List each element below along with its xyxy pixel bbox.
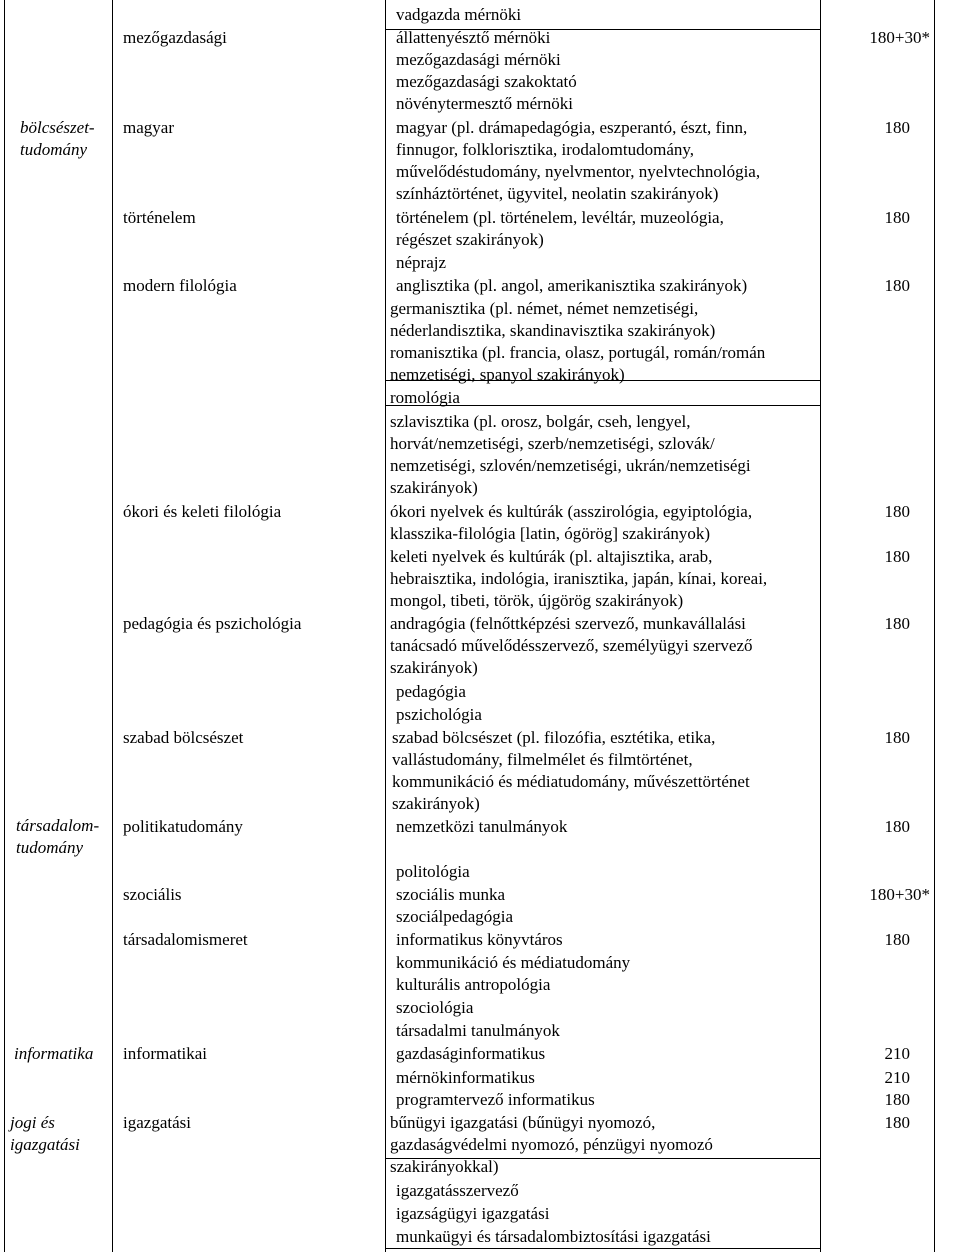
program-cell: kulturális antropológia bbox=[396, 975, 551, 994]
credit-cell: 180 bbox=[884, 276, 910, 295]
program-cell: germanisztika (pl. német, német nemzetiségi, néderlandisztika, skandinavisztika szakirányok) bbox=[390, 299, 716, 340]
program-cell: néprajz bbox=[396, 253, 447, 272]
program-cell: bűnügyi igazgatási (bűnügyi nyomozó, gazdaságvédelmi nyomozó, pénzügyi nyomozó szakirányokkal) bbox=[390, 1113, 713, 1176]
program-cell: szociális munka bbox=[396, 885, 506, 904]
branch-cell: informatikai bbox=[123, 1044, 208, 1063]
branch-cell: szociális bbox=[123, 885, 182, 904]
branch-cell: ókori és keleti filológia bbox=[123, 502, 282, 521]
credit-cell: 210 bbox=[884, 1068, 910, 1087]
column-divider-credit bbox=[820, 0, 821, 1252]
program-cell: romanisztika (pl. francia, olasz, portugál, román/román nemzetiségi, spanyol szakirányok) bbox=[390, 343, 766, 384]
program-cell: politológia bbox=[396, 862, 470, 881]
branch-cell: politikatudomány bbox=[123, 817, 243, 836]
program-cell: állattenyésztő mérnöki bbox=[396, 28, 551, 47]
table-border-left bbox=[4, 0, 5, 1252]
credit-cell: 180 bbox=[884, 930, 910, 949]
branch-cell: szabad bölcsészet bbox=[123, 728, 244, 747]
program-cell: programtervező informatikus bbox=[396, 1090, 595, 1109]
branch-cell: társadalomismeret bbox=[123, 930, 248, 949]
branch-cell: történelem bbox=[123, 208, 196, 227]
credit-cell: 180 bbox=[884, 1113, 910, 1132]
credit-cell: 180+30* bbox=[869, 28, 930, 47]
credit-cell: 180 bbox=[884, 118, 910, 137]
credit-cell: 210 bbox=[884, 1044, 910, 1063]
program-cell: szociálpedagógia bbox=[396, 907, 514, 926]
program-cell: keleti nyelvek és kultúrák (pl. altajisztika, arab, hebraisztika, indológia, iranisztika, japán, kínai, koreai, mongol, tibeti, török, újgörög szakirányok) bbox=[390, 547, 768, 610]
credit-cell: 180 bbox=[884, 728, 910, 747]
program-cell: mezőgazdasági szakoktató bbox=[396, 72, 577, 91]
branch-cell: mezőgazdasági bbox=[123, 28, 227, 47]
program-cell: történelem (pl. történelem, levéltár, muzeológia, régészet szakirányok) bbox=[396, 208, 724, 249]
area-cell: bölcsészet- tudomány bbox=[20, 118, 95, 159]
program-cell: szabad bölcsészet (pl. filozófia, esztétika, etika, vallástudomány, filmelmélet és filmtörténet, kommunikáció és médiatudomány, művészettörténet szakirányok) bbox=[392, 728, 750, 813]
program-cell: növénytermesztő mérnöki bbox=[396, 94, 574, 113]
credit-cell: 180 bbox=[884, 1090, 910, 1109]
program-cell: anglisztika (pl. angol, amerikanisztika szakirányok) bbox=[396, 276, 748, 295]
program-cell: gazdaságinformatikus bbox=[396, 1044, 546, 1063]
branch-cell: igazgatási bbox=[123, 1113, 191, 1132]
credit-cell: 180 bbox=[884, 502, 910, 521]
program-cell: nemzetközi tanulmányok bbox=[396, 817, 568, 836]
credit-cell: 180 bbox=[884, 614, 910, 633]
program-cell: igazgatásszervező bbox=[396, 1181, 519, 1200]
program-cell: ókori nyelvek és kultúrák (asszirológia, egyiptológia, klasszika-filológia [latin, ógörög] szakirányok) bbox=[390, 502, 753, 543]
column-divider-program bbox=[385, 0, 386, 1252]
branch-cell: magyar bbox=[123, 118, 174, 137]
program-cell: igazságügyi igazgatási bbox=[396, 1204, 550, 1223]
credit-cell: 180+30* bbox=[869, 885, 930, 904]
branch-cell: pedagógia és pszichológia bbox=[123, 614, 302, 633]
program-cell: pedagógia bbox=[396, 682, 466, 701]
area-cell: informatika bbox=[14, 1044, 94, 1063]
program-cell: romológia bbox=[390, 388, 460, 407]
table-border-bottom bbox=[385, 1248, 820, 1249]
credit-cell: 180 bbox=[884, 817, 910, 836]
program-cell: társadalmi tanulmányok bbox=[396, 1021, 560, 1040]
program-cell: informatikus könyvtáros bbox=[396, 930, 563, 949]
area-cell: jogi és igazgatási bbox=[10, 1113, 80, 1154]
credit-cell: 180 bbox=[884, 547, 910, 566]
program-cell: szlavisztika (pl. orosz, bolgár, cseh, lengyel, horvát/nemzetiségi, szerb/nemzetiségi, szlovák/ nemzetiségi, szlovén/nemzetiségi, ukrán/nemzetiségi szakirányok) bbox=[390, 412, 751, 497]
program-cell: vadgazda mérnöki bbox=[396, 5, 522, 24]
area-cell: társadalom- tudomány bbox=[16, 816, 100, 857]
program-cell: magyar (pl. drámapedagógia, eszperantó, észt, finn, finnugor, folklorisztika, irodalomtudomány, művelődéstudomány, nyelvmentor, nyelvtechnológia, színháztörténet, ügyvitel, neolatin szakirányok) bbox=[396, 118, 761, 203]
program-cell: mérnökinformatikus bbox=[396, 1068, 535, 1087]
branch-cell: modern filológia bbox=[123, 276, 237, 295]
column-divider-area bbox=[112, 0, 113, 1252]
credit-cell: 180 bbox=[884, 208, 910, 227]
program-cell: mezőgazdasági mérnöki bbox=[396, 50, 561, 69]
program-cell: munkaügyi és társadalombiztosítási igazgatási bbox=[396, 1227, 711, 1246]
program-cell: pszichológia bbox=[396, 705, 482, 724]
program-cell: andragógia (felnőttképzési szervező, munkavállalási tanácsadó művelődésszervező, személyügyi szervező szakirányok) bbox=[390, 614, 753, 677]
program-cell: szociológia bbox=[396, 998, 474, 1017]
program-cell: kommunikáció és médiatudomány bbox=[396, 953, 631, 972]
table-border-right bbox=[934, 0, 935, 1252]
